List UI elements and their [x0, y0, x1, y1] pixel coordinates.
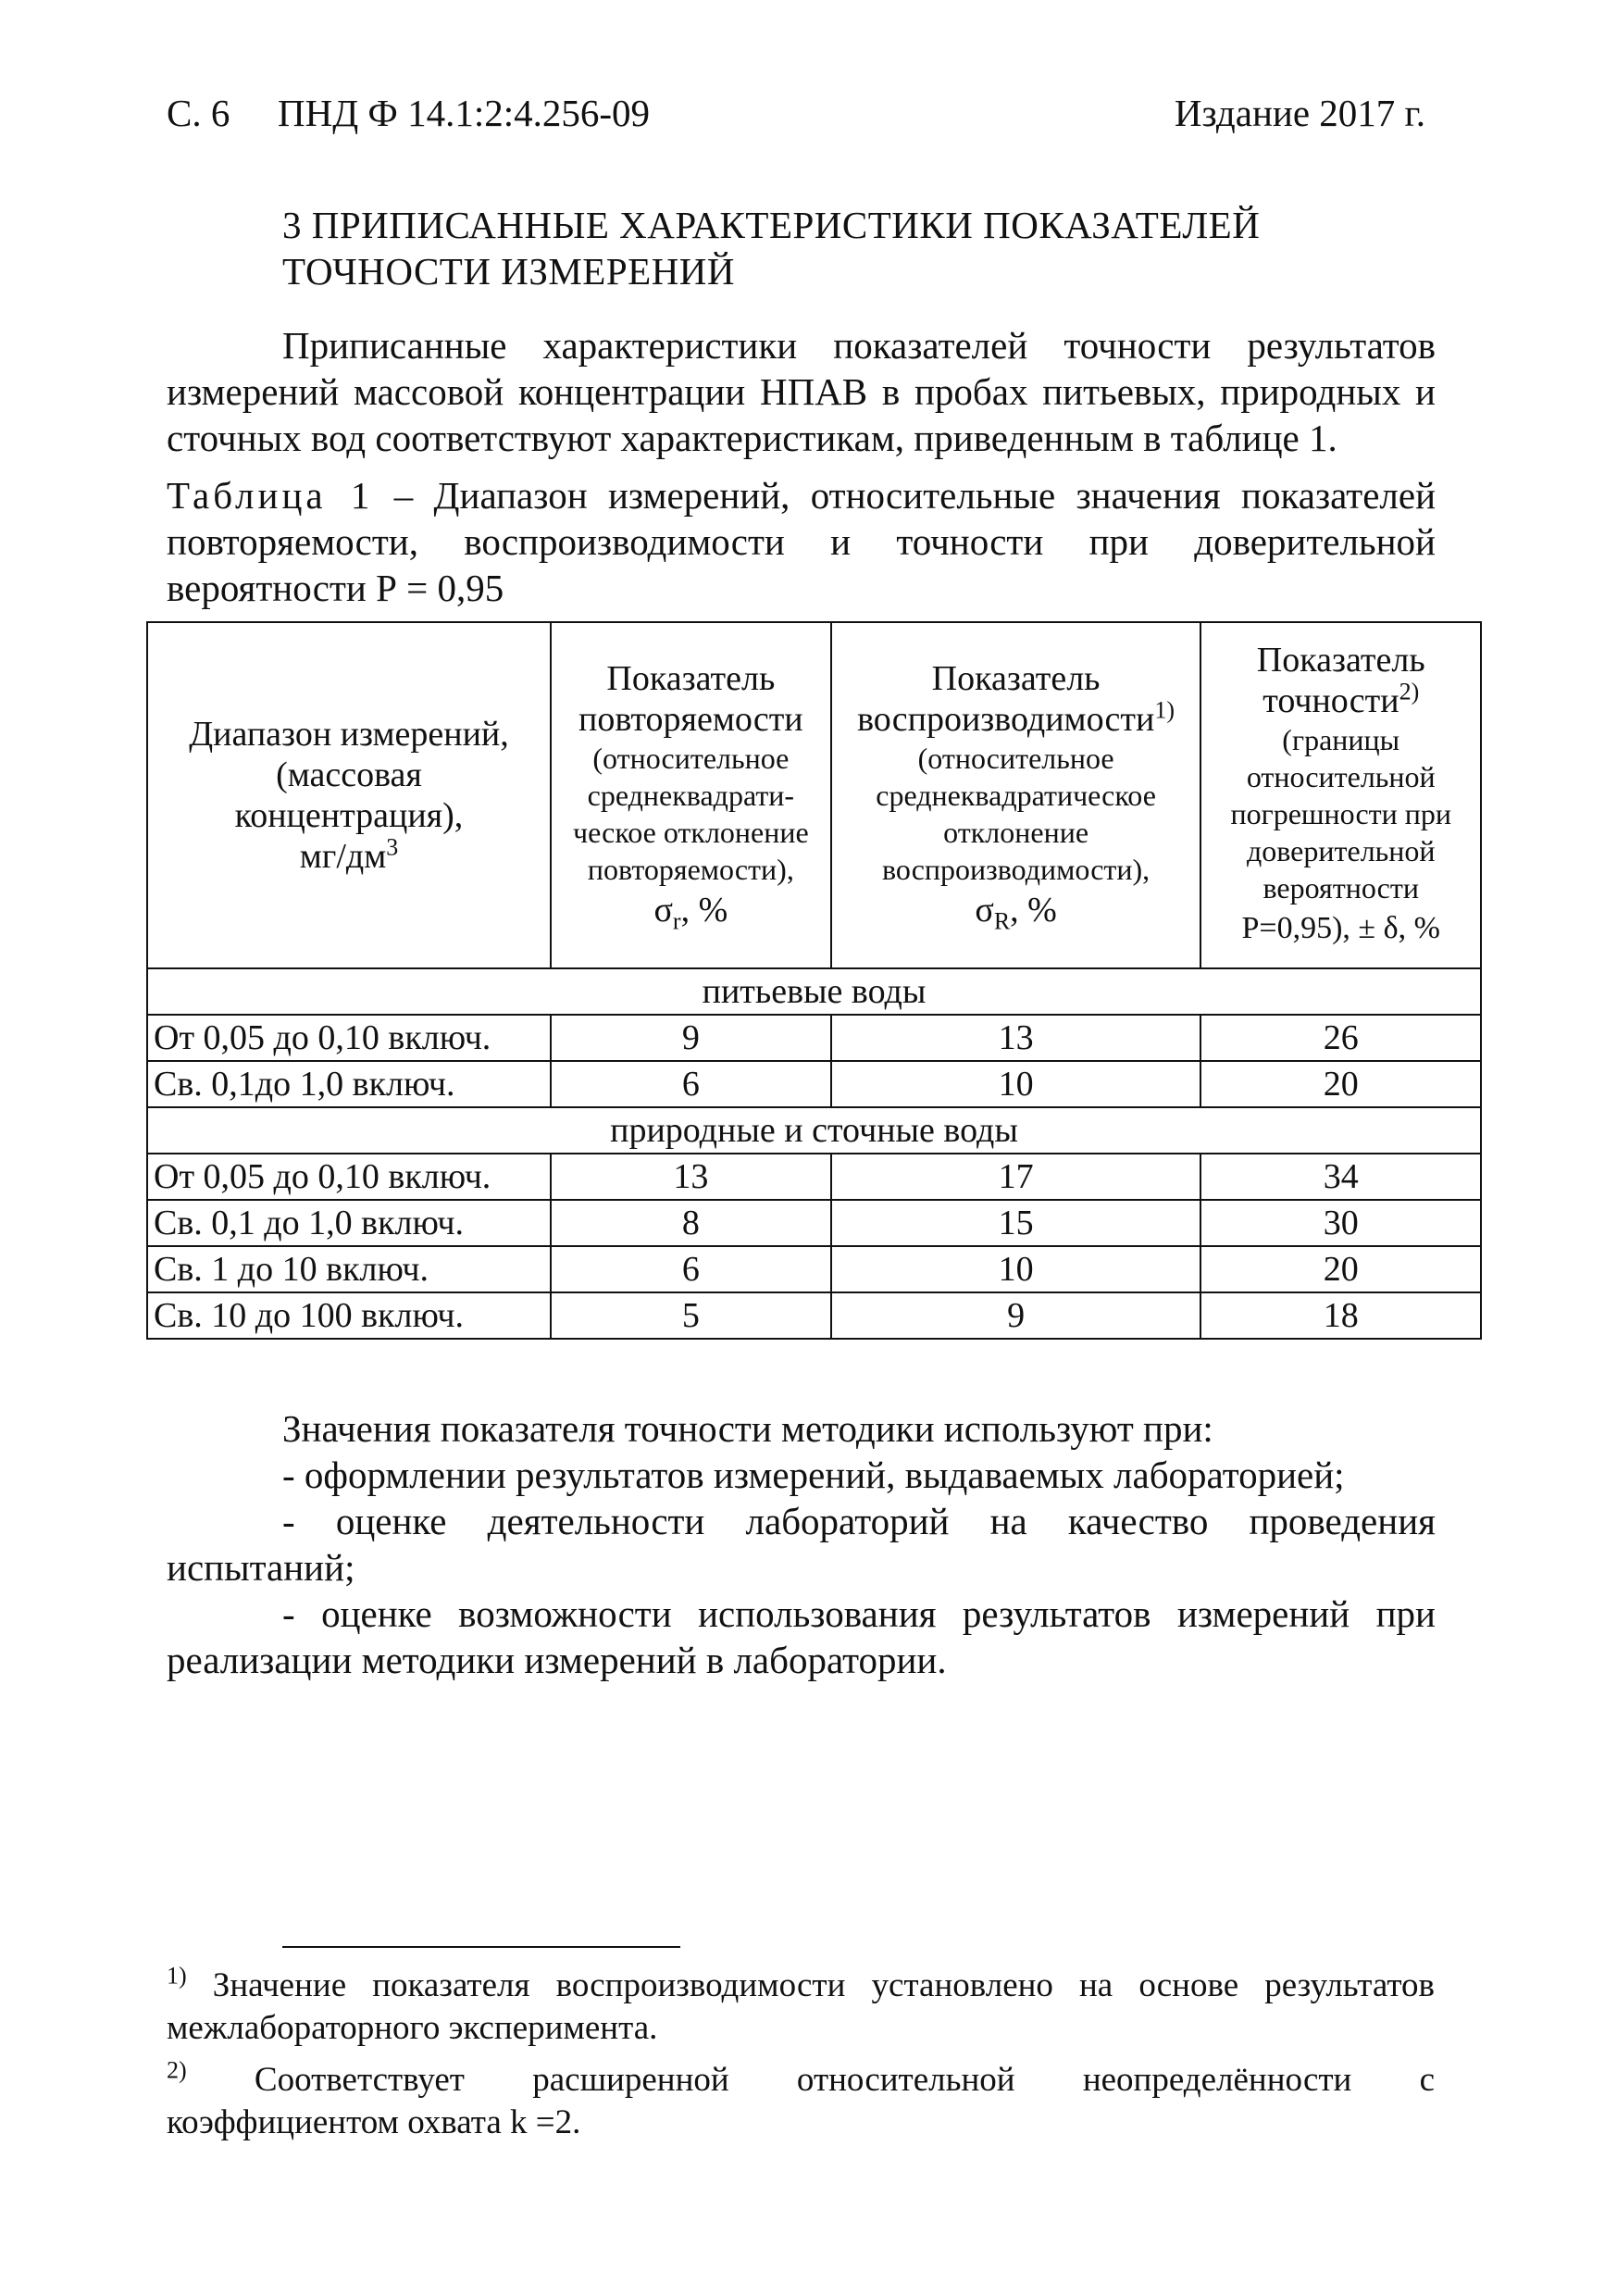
edition: Издание 2017 г.	[1174, 92, 1425, 134]
footnote-2	[167, 2056, 1436, 2144]
usage-item-2: - оценке деятельности лабораторий на качество проведения испытаний;	[167, 1500, 1436, 1589]
reproducibility-cell: 15	[831, 1200, 1201, 1246]
footnote-2-mark: 2)	[167, 2056, 187, 2084]
reproducibility-cell: 10	[831, 1246, 1201, 1292]
group-row	[147, 1107, 1481, 1154]
reproducibility-cell: 13	[831, 1015, 1201, 1061]
accuracy-cell: 30	[1200, 1200, 1481, 1246]
repeatability-cell: 9	[551, 1015, 831, 1061]
footnote-1	[167, 1962, 1436, 2050]
table-header-row	[147, 622, 1481, 968]
table-row	[147, 1246, 1481, 1292]
repeatability-cell: 5	[551, 1292, 831, 1339]
accuracy-cell: 26	[1200, 1015, 1481, 1061]
table-row	[147, 1200, 1481, 1246]
section-title-line2: ТОЧНОСТИ ИЗМЕРЕНИЙ	[282, 250, 736, 293]
repeatability-cell: 6	[551, 1246, 831, 1292]
repeatability-cell: 8	[551, 1200, 831, 1246]
header-reproducibility: Показатель воспроизводимости$^{1)}$ (относительное среднеквадратическое отклонение воспроизводимости), $\sigma_R$, %	[831, 622, 1201, 968]
range-cell: От 0,05 до 0,10 включ.	[147, 1154, 551, 1200]
group-drinking-water: питьевые воды	[147, 968, 1481, 1015]
table-caption-label: Таблица 1	[167, 474, 374, 517]
accuracy-table	[146, 621, 1482, 1340]
footnote-separator	[282, 1946, 680, 1948]
range-cell: Св. 0,1 до 1,0 включ.	[147, 1200, 551, 1246]
table-row	[147, 1015, 1481, 1061]
repeatability-cell: 13	[551, 1154, 831, 1200]
page-number: С. 6	[167, 92, 230, 134]
reproducibility-cell: 17	[831, 1154, 1201, 1200]
accuracy-cell: 20	[1200, 1061, 1481, 1107]
intro-paragraph: Приписанные характеристики показателей точности результатов измерений массовой концентрации НПАВ в пробах питьевых, природных и сточных вод соответствуют характеристикам, приведенным в таблице 1.	[167, 324, 1436, 459]
header-accuracy: Показатель точности$^{2)}$ (границы относительной погрешности при доверительной вероятности P=0,95), ± δ, %	[1200, 622, 1481, 968]
usage-intro: Значения показателя точности методики используют при:	[282, 1407, 1213, 1450]
section-title-line1: 3 ПРИПИСАННЫЕ ХАРАКТЕРИСТИКИ ПОКАЗАТЕЛЕЙ	[282, 204, 1261, 246]
range-cell: Св. 0,1до 1,0 включ.	[147, 1061, 551, 1107]
footnote-2-text-l1: Соответствует расширенной относительной неопределённости с	[254, 2061, 1436, 2099]
footnote-1-text: Значение показателя воспроизводимости установлено на основе результатов межлабораторного эксперимента.	[167, 1966, 1436, 2047]
reproducibility-cell: 10	[831, 1061, 1201, 1107]
usage-block	[167, 1405, 1436, 1683]
usage-item-3: - оценке возможности использования результатов измерений при реализации методики измерений в лаборатории.	[167, 1592, 1436, 1681]
range-cell: Св. 1 до 10 включ.	[147, 1246, 551, 1292]
section-title	[282, 202, 1260, 294]
group-row	[147, 968, 1481, 1015]
range-cell: Св. 10 до 100 включ.	[147, 1292, 551, 1339]
table-caption-text: – Диапазон измерений, относительные значения показателей повторяемости, воспроизводимости и точности при доверительной вероятности Р = 0,95	[167, 474, 1437, 609]
document-code: ПНД Ф 14.1:2:4.256-09	[278, 92, 651, 134]
accuracy-cell: 20	[1200, 1246, 1481, 1292]
accuracy-cell: 18	[1200, 1292, 1481, 1339]
accuracy-cell: 34	[1200, 1154, 1481, 1200]
table-row	[147, 1061, 1481, 1107]
repeatability-cell: 6	[551, 1061, 831, 1107]
usage-item-1: - оформлении результатов измерений, выдаваемых лабораторией;	[282, 1454, 1345, 1496]
footnote-2-text-l2: коэффициентом охвата k =2.	[167, 2103, 581, 2141]
header-range: Диапазон измерений, (массовая концентрация), мг/дм$^3$	[147, 622, 551, 968]
footnote-1-mark: 1)	[167, 1962, 187, 1990]
table-row	[147, 1292, 1481, 1339]
reproducibility-cell: 9	[831, 1292, 1201, 1339]
range-cell: От 0,05 до 0,10 включ.	[147, 1015, 551, 1061]
table-row	[147, 1154, 1481, 1200]
header-repeatability: Показатель повторяемости (относительное среднеквадрати-ческое отклонение повторяемости), $\sigma_r$, %	[551, 622, 831, 968]
table-caption	[167, 472, 1436, 611]
group-natural-waste-water: природные и сточные воды	[147, 1107, 1481, 1154]
